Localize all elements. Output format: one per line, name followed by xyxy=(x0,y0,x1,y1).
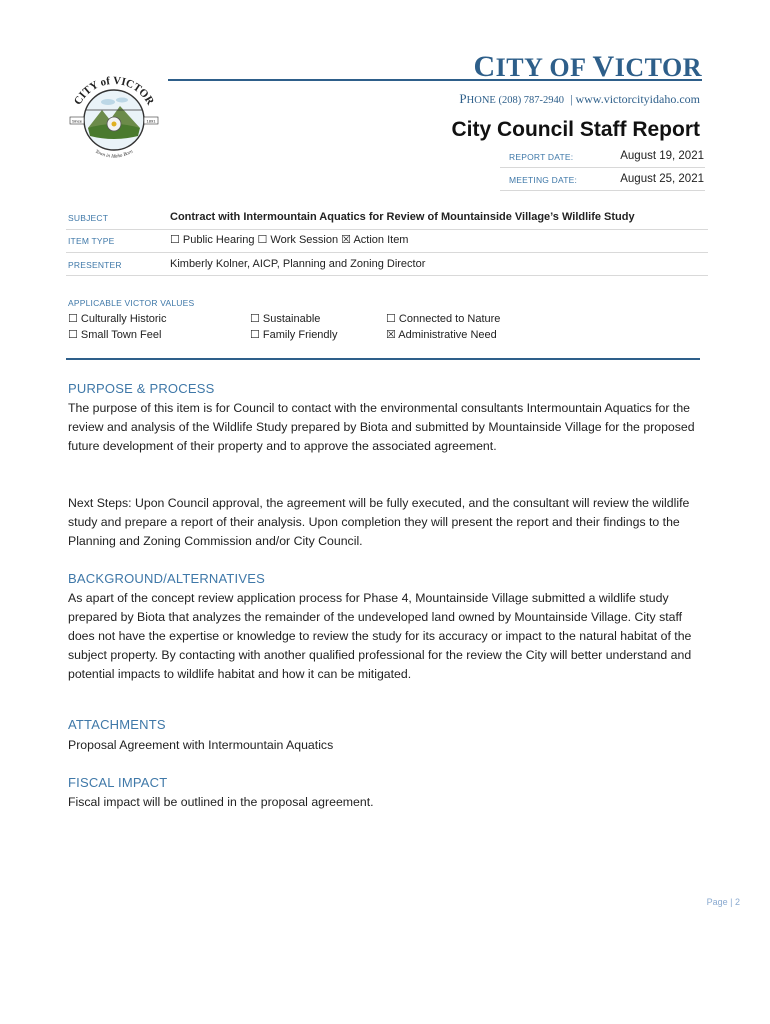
next-steps-paragraph: Next Steps: Upon Council approval, the agreement will be fully executed, and the consultant will review the wildlife study and prepare a report of their analysis. Upon completion they will present the report and their findings to the Planning and Zoning Commission and/or City Council. xyxy=(68,496,690,548)
fiscal-paragraph: Fiscal impact will be outlined in the proposal agreement. xyxy=(68,795,374,809)
attachments-paragraph: Proposal Agreement with Intermountain Aquatics xyxy=(68,738,334,752)
row-rule xyxy=(66,252,708,253)
seal-flower-center xyxy=(112,122,117,127)
item-type-label: ITEM TYPE xyxy=(68,236,115,246)
item-type-value: ☐ Public Hearing ☐ Work Session ☒ Action Item xyxy=(170,234,409,246)
meeting-date-label: MEETING DATE: xyxy=(509,175,578,185)
seal-since-text: Since xyxy=(71,118,83,124)
value-family-friendly: ☐ Family Friendly xyxy=(250,329,338,341)
background-paragraph: As apart of the concept review application process for Phase 4, Mountainside Village submitted a wildlife study prepared by Biota that analyzes the remainder of the undeveloped land owned by Mountainside Village. City staff does not have the expertise or knowledge to review the study for its accuracy or impact to the natural habitat of the subject property. By contacting with another qualified professional for the review the City will better understand and potential impacts to wildlife habitat and how it can be mitigated. xyxy=(68,591,692,681)
background-heading: BACKGROUND/ALTERNATIVES xyxy=(68,571,265,586)
row-rule xyxy=(66,229,708,230)
page-number: Page | 2 xyxy=(706,897,740,907)
purpose-heading: PURPOSE & PROCESS xyxy=(68,381,215,396)
row-rule xyxy=(66,275,708,276)
seal-ring-text: CITY of VICTOR xyxy=(71,74,157,108)
report-date-label: REPORT DATE: xyxy=(509,152,574,162)
values-rule xyxy=(66,358,700,360)
subject-label: SUBJECT xyxy=(68,213,109,223)
fiscal-heading: FISCAL IMPACT xyxy=(68,775,168,790)
contact-line: PHONE (208) 787-2940 | www.victorcityidaho.com xyxy=(459,91,700,106)
seal-cloud xyxy=(101,99,115,105)
value-small-town-feel: ☐ Small Town Feel xyxy=(68,329,162,341)
purpose-paragraph: The purpose of this item is for Council to contact with the environmental consultants Intermountain Aquatics for the review and analysis of the Wildlife Study prepared by Biota and submitted by Mountainside Village for the proposed future development of their property and to approve the associated agreement. xyxy=(68,401,695,453)
value-connected-to-nature: ☐ Connected to Nature xyxy=(386,313,501,325)
city-seal-logo xyxy=(64,70,164,170)
values-label: APPLICABLE VICTOR VALUES xyxy=(68,298,195,308)
subject-value: Contract with Intermountain Aquatics for Review of Mountainside Village’s Wildlife Study xyxy=(170,211,635,223)
meta-rule xyxy=(500,167,705,168)
value-administrative-need: ☒ Administrative Need xyxy=(386,329,497,341)
presenter-value: Kimberly Kolner, AICP, Planning and Zoning Director xyxy=(170,258,426,270)
meeting-date-value: August 25, 2021 xyxy=(620,173,704,185)
website-link: www.victorcityidaho.com xyxy=(575,92,700,106)
value-sustainable: ☐ Sustainable xyxy=(250,313,321,325)
seal-year-text: 1891 xyxy=(146,118,156,124)
report-title: City Council Staff Report xyxy=(451,118,700,141)
city-name: CITY OF VICTOR xyxy=(473,50,702,83)
attachments-heading: ATTACHMENTS xyxy=(68,717,166,732)
meta-rule xyxy=(500,190,705,191)
value-culturally-historic: ☐ Culturally Historic xyxy=(68,313,167,325)
seal-cloud xyxy=(116,98,128,103)
presenter-label: PRESENTER xyxy=(68,260,122,270)
seal-tagline: Town in Idaho Born xyxy=(93,149,135,160)
report-date-value: August 19, 2021 xyxy=(620,150,704,162)
